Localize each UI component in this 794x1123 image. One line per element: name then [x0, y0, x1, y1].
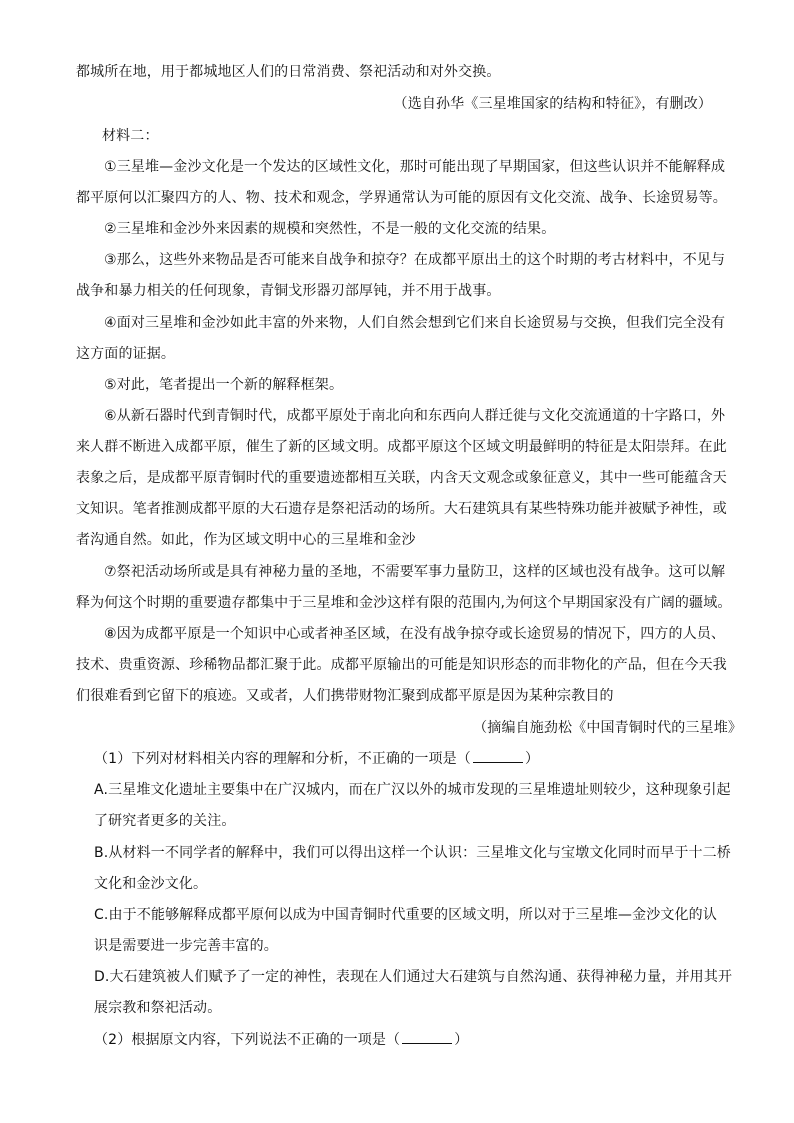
paragraph-line: ③那么，这些外来物品是否可能来自战争和掠夺？在成都平原出土的这个时期的考古材料中，不见与	[104, 252, 726, 268]
paragraph-line: 来人群不断进入成都平原，催生了新的区域文明。成都平原这个区域文明最鲜明的特征是太阳崇拜。在此	[76, 439, 727, 455]
option-c-cont: 识是需要进一步完善丰富的。	[94, 938, 278, 954]
question-1	[94, 749, 742, 769]
paragraph-line: ②三星堆和金沙外来因素的规模和突然性，不是一般的文化交流的结果。	[104, 221, 556, 237]
paragraph-line: ⑧因为成都平原是一个知识中心或者神圣区域，在没有战争掠夺或长途贸易的情况下，四方的人员、	[104, 626, 726, 642]
text-line: 都城所在地，用于都城地区人们的日常消费、祭祀活动和对外交换。	[76, 64, 501, 80]
paragraph-line: 都平原何以汇聚四方的人、物、技术和观念，学界通常认为可能的原因有文化交流、战争、长途贸易等。	[76, 190, 727, 206]
question-2	[94, 1030, 742, 1050]
option-c: C.由于不能够解释成都平原何以成为中国青铜时代重要的区域文明，所以对于三星堆—金沙文化的认	[94, 907, 717, 923]
paragraph-line: 技术、贵重资源、珍稀物品都汇聚于此。成都平原输出的可能是知识形态的而非物化的产品，但在今天我	[76, 657, 727, 673]
option-d: D.大石建筑被人们赋予了一定的神性，表现在人们通过大石建筑与自然沟通、获得神秘力量，并用其开	[94, 969, 733, 985]
close-paren: ）	[454, 1032, 469, 1048]
section-heading: 材料二：	[102, 128, 159, 144]
option-a-cont: 了研究者更多的关注。	[94, 813, 236, 829]
paragraph-line: ④面对三星堆和金沙如此丰富的外来物，人们自然会想到它们来自长途贸易与交换，但我们完全没有	[104, 315, 726, 331]
answer-blank[interactable]	[402, 1031, 452, 1044]
paragraph-line: 表象之后，是成都平原青铜时代的重要遗迹都相互关联，内含天文观念或象征意义，其中一些可能蕴含天	[76, 470, 727, 486]
option-a: A.三星堆文化遗址主要集中在广汉城内，而在广汉以外的城市发现的三星堆遗址则较少，这种现象引起	[94, 782, 731, 798]
paragraph-line: ⑥从新石器时代到青铜时代，成都平原处于南北向和东西向人群迁徙与文化交流通道的十字路口，外	[104, 408, 726, 424]
paragraph-line: 这方面的证据。	[76, 346, 176, 362]
paragraph-line: ⑤对此，笔者提出一个新的解释框架。	[104, 377, 344, 393]
paragraph-line: 战争和暴力相关的任何现象，青铜戈形器刃部厚钝，并不用于战事。	[76, 283, 501, 299]
paragraph-line: 释为何这个时期的重要遗存都集中于三星堆和金沙这样有限的范围内,为何这个早期国家没有广阔的疆域。	[76, 595, 732, 611]
paragraph-line: ⑦祭祀活动场所或是具有神秘力量的圣地，不需要军事力量防卫，这样的区域也没有战争。这可以解	[104, 564, 726, 580]
source-citation: （摘编自施劲松《中国青铜时代的三星堆》	[473, 720, 742, 736]
answer-blank[interactable]	[473, 750, 523, 763]
option-b: B.从材料一不同学者的解释中，我们可以得出这样一个认识：三星堆文化与宝墩文化同时而早于十二桥	[94, 845, 731, 861]
paragraph-line: 文知识。笔者推测成都平原的大石遗存是祭祀活动的场所。大石建筑具有某些特殊功能并被赋予神性，或	[76, 501, 727, 517]
close-paren: ）	[524, 751, 540, 767]
paragraph-line: ①三星堆—金沙文化是一个发达的区域性文化，那时可能出现了早期国家，但这些认识并不能解释成	[104, 159, 726, 175]
question-2-text: （2）根据原文内容，下列说法不正确的一项是（	[94, 1032, 401, 1048]
paragraph-line: 者沟通自然。如此，作为区域文明中心的三星堆和金沙	[76, 532, 416, 548]
option-d-cont: 展宗教和祭祀活动。	[94, 1000, 222, 1016]
source-citation: （选自孙华《三星堆国家的结构和特征》，有删改）	[393, 96, 712, 112]
question-1-text: （1）下列对材料相关内容的理解和分析，不正确的一项是（	[94, 751, 471, 767]
option-b-cont: 文化和金沙文化。	[94, 876, 208, 892]
paragraph-line: 们很难看到它留下的痕迹。又或者，人们携带财物汇聚到成都平原是因为某种宗教目的	[76, 688, 614, 704]
